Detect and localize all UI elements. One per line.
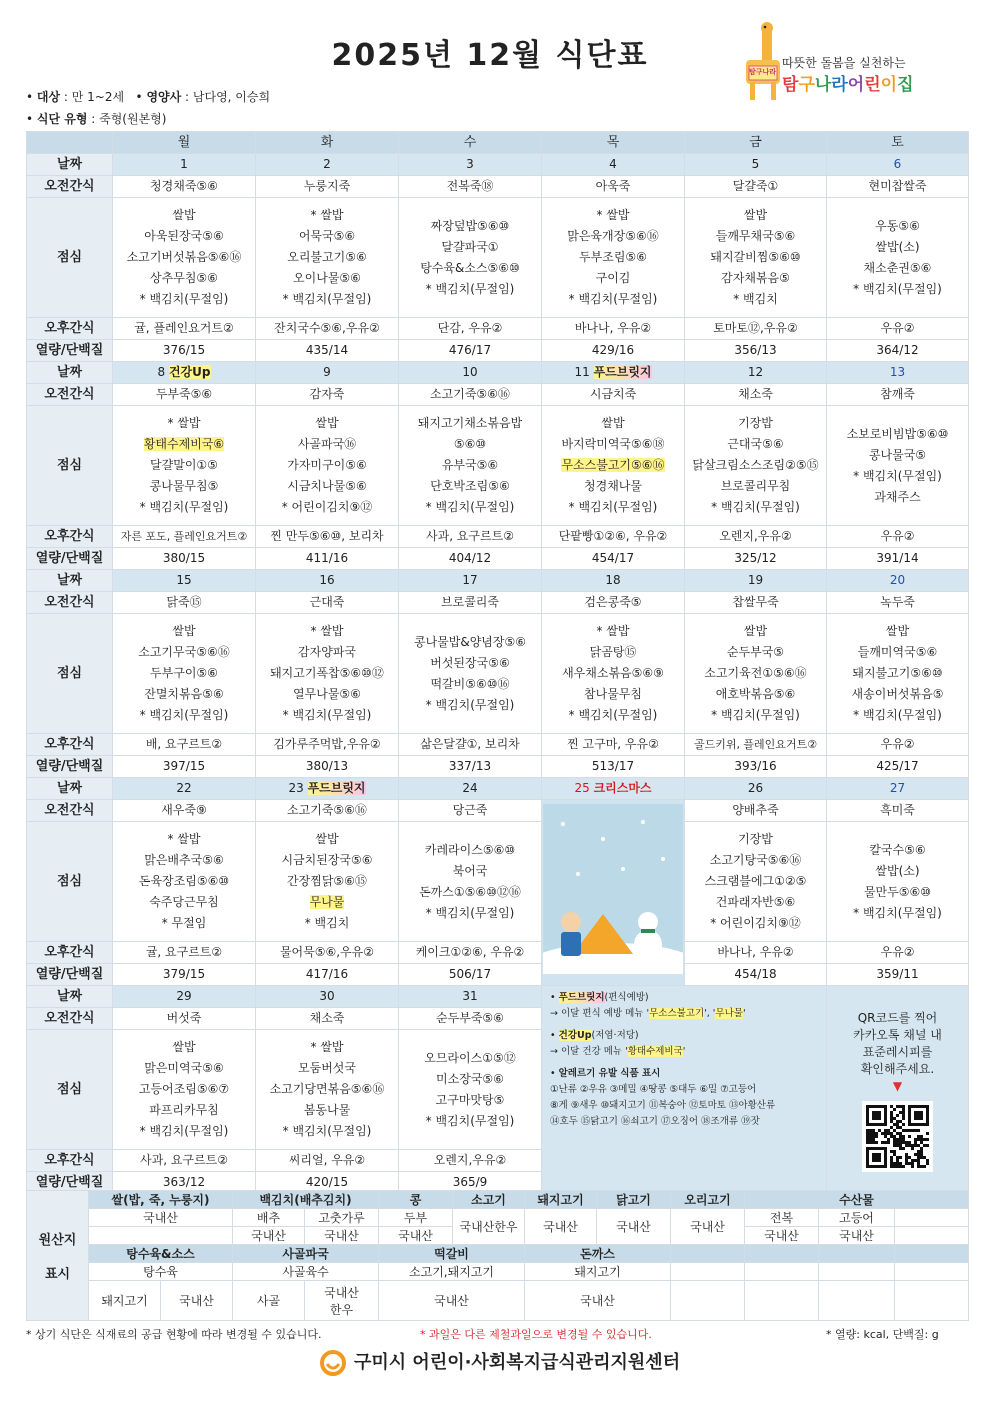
date-mon: 1: [113, 154, 256, 176]
date-mon: 15: [113, 570, 256, 592]
pm-snack-wed: 사과, 요구르트②: [399, 526, 542, 548]
origin-cell: 소고기,돼지고기: [379, 1263, 525, 1281]
nutrition-label: 열량/단백질: [27, 756, 113, 778]
am-snack-mon: 버섯죽: [113, 1008, 256, 1030]
am-snack-mon: 닭죽⑮: [113, 592, 256, 614]
pm-snack-tue: 잔치국수⑤⑥,우유②: [256, 318, 399, 340]
am-snack-wed: 전복죽⑱: [399, 176, 542, 198]
am-snack-wed: 소고기죽⑤⑥⑯: [399, 384, 542, 406]
lunch-tue: * 쌀밥 감자양파국 돼지고기폭찹⑤⑥⑩⑫ 열무나물⑤⑥ * 백김치(무절임): [256, 614, 399, 734]
am-snack-fri: 양배추죽: [685, 800, 827, 822]
am-snack-fri: 달걀죽①: [685, 176, 827, 198]
date-row: [27, 570, 969, 592]
lunch-label: 점심: [27, 198, 113, 318]
date-mon: 29: [113, 986, 256, 1008]
date-sat: 13: [827, 362, 969, 384]
am-snack-sat: 흑미죽: [827, 800, 969, 822]
nutrition-row: [27, 964, 969, 986]
origin-cell: 고등어: [819, 1209, 895, 1227]
date-label: 날짜: [27, 778, 113, 800]
am-snack-fri: 찹쌀무죽: [685, 592, 827, 614]
date-mon: 22: [113, 778, 256, 800]
origin-cell: 국내산: [597, 1209, 671, 1245]
lunch-thu: 쌀밥 바지락미역국⑤⑥⑱ 무소스불고기⑤⑥⑯ 청경채나물 * 백김치(무절임): [542, 406, 685, 526]
am-snack-label: 오전간식: [27, 800, 113, 822]
lunch-sat: 소보로비빔밥⑤⑥⑩ 콩나물국⑤ * 백김치(무절임) 과채주스: [827, 406, 969, 526]
nutrition-tue: 380/13: [256, 756, 399, 778]
date-tue: 9: [256, 362, 399, 384]
origin-table: [26, 1190, 969, 1321]
qr-code[interactable]: [827, 1095, 968, 1177]
meta-line-1: • 대상 : 만 1~2세 • 영양사 : 남다영, 이승희: [26, 90, 271, 104]
pm-snack-label: 오후간식: [27, 1150, 113, 1172]
pm-snack-sat: 우유②: [827, 526, 969, 548]
date-label: 날짜: [27, 154, 113, 176]
date-tue: 2: [256, 154, 399, 176]
origin-cell: 전복: [745, 1209, 819, 1227]
pm-snack-tue: 찐 만두⑤⑥⑩, 보리차: [256, 526, 399, 548]
am-snack-mon: 청경채죽⑤⑥: [113, 176, 256, 198]
daycare-name: 탐구나라어린이집: [782, 75, 914, 95]
pm-snack-row: [27, 318, 969, 340]
origin-head-seafood: 수산물: [745, 1191, 969, 1209]
am-snack-tue: 누룽지죽: [256, 176, 399, 198]
am-snack-mon: 새우죽⑨: [113, 800, 256, 822]
lunch-tue: 쌀밥 시금치된장국⑤⑥ 간장찜닭⑤⑥⑮ 무나물 * 백김치: [256, 822, 399, 942]
center-name: 구미시 어린이·사회복지급식관리지원센터: [320, 1348, 680, 1376]
am-snack-row: [27, 800, 969, 822]
origin-head-bonesoup: 사골파국: [233, 1245, 379, 1263]
nutrition-row: [27, 548, 969, 570]
date-row: [27, 154, 969, 176]
origin-head-duck: 오리고기: [671, 1191, 745, 1209]
am-snack-label: 오전간식: [27, 592, 113, 614]
day-mon: 월: [113, 132, 256, 154]
nutrition-tue: 417/16: [256, 964, 399, 986]
am-snack-tue: 근대죽: [256, 592, 399, 614]
pm-snack-fri: 바나나, 우유②: [685, 942, 827, 964]
pm-snack-mon: 사과, 요구르트②: [113, 1150, 256, 1172]
date-thu: 25 크리스마스: [542, 778, 685, 800]
pm-snack-fri: 오렌지,우유②: [685, 526, 827, 548]
day-thu: 목: [542, 132, 685, 154]
origin-cell: 국내산: [525, 1281, 671, 1321]
date-wed: 24: [399, 778, 542, 800]
am-snack-row: [27, 384, 969, 406]
lunch-wed: 돼지고기채소볶음밥 ⑤⑥⑩ 유부국⑤⑥ 단호박조림⑤⑥ * 백김치(무절임): [399, 406, 542, 526]
lunch-row: [27, 822, 969, 942]
am-snack-row: [27, 592, 969, 614]
lunch-mon: 쌀밥 아욱된장국⑤⑥ 소고기버섯볶음⑤⑥⑯ 상추무침⑤⑥ * 백김치(무절임): [113, 198, 256, 318]
am-snack-label: 오전간식: [27, 384, 113, 406]
lunch-label: 점심: [27, 406, 113, 526]
smile-logo-icon: [320, 1350, 350, 1376]
am-snack-label: 오전간식: [27, 176, 113, 198]
lunch-fri: 기장밥 근대국⑤⑥ 닭살크림소스조림②⑤⑮ 브로콜리무침 * 백김치(무절임): [685, 406, 827, 526]
lunch-row: [27, 406, 969, 526]
nutrition-thu: 513/17: [542, 756, 685, 778]
meta-line-2: • 식단 유형 : 죽형(원본형): [26, 112, 167, 126]
origin-cell: 돼지고기: [89, 1281, 161, 1321]
am-snack-tue: 채소죽: [256, 1008, 399, 1030]
am-snack-fri: 채소죽: [685, 384, 827, 406]
lunch-tue: * 쌀밥 모둠버섯국 소고기당면볶음⑤⑥⑯ 봄동나물 * 백김치(무절임): [256, 1030, 399, 1150]
pm-snack-label: 오후간식: [27, 942, 113, 964]
am-snack-sat: 현미찹쌀죽: [827, 176, 969, 198]
date-fri: 19: [685, 570, 827, 592]
nutrition-sat: 359/11: [827, 964, 969, 986]
date-tue: 23 푸드브릿지: [256, 778, 399, 800]
date-tue: 30: [256, 986, 399, 1008]
slogan: 따뜻한 돌봄을 실천하는: [782, 56, 906, 70]
nutrition-tue: 411/16: [256, 548, 399, 570]
pm-snack-fri: 토마토⑫,우유②: [685, 318, 827, 340]
date-thu: 4: [542, 154, 685, 176]
pm-snack-row: [27, 942, 969, 964]
origin-cell: 국내산: [233, 1227, 305, 1245]
origin-cell: 국내산: [379, 1227, 453, 1245]
pm-snack-mon: 배, 요구르트②: [113, 734, 256, 756]
date-tue: 16: [256, 570, 399, 592]
lunch-mon: 쌀밥 소고기무국⑤⑥⑯ 두부구이⑤⑥ 잔멸치볶음⑤⑥ * 백김치(무절임): [113, 614, 256, 734]
date-sat: 20: [827, 570, 969, 592]
date-wed: 17: [399, 570, 542, 592]
date-row: [27, 778, 969, 800]
origin-cell: 국내산한우: [453, 1209, 525, 1245]
pm-snack-mon: 귤, 요구르트②: [113, 942, 256, 964]
am-snack-sat: 참깨죽: [827, 384, 969, 406]
date-label: 날짜: [27, 362, 113, 384]
date-fri: 12: [685, 362, 827, 384]
am-snack-label: 오전간식: [27, 1008, 113, 1030]
nutrition-mon: 363/12: [113, 1172, 256, 1194]
pm-snack-sat: 우유②: [827, 942, 969, 964]
lunch-thu: * 쌀밥 닭곰탕⑮ 새우채소볶음⑤⑥⑨ 참나물무침 * 백김치(무절임): [542, 614, 685, 734]
origin-cell: 국내산: [671, 1209, 745, 1245]
lunch-tue: 쌀밥 사골파국⑯ 가자미구이⑤⑥ 시금치나물⑤⑥ * 어린이김치⑨⑫: [256, 406, 399, 526]
pm-snack-fri: 골드키위, 플레인요거트②: [685, 734, 827, 756]
am-snack-thu: 아욱죽: [542, 176, 685, 198]
lunch-sat: 우동⑤⑥ 쌀밥(소) 채소춘권⑤⑥ * 백김치(무절임): [827, 198, 969, 318]
lunch-sat: 쌀밥 들깨미역국⑤⑥ 돼지불고기⑤⑥⑩ 새송이버섯볶음⑤ * 백김치(무절임): [827, 614, 969, 734]
lunch-label: 점심: [27, 614, 113, 734]
date-thu: 18: [542, 570, 685, 592]
lunch-mon: 쌀밥 맑은미역국⑤⑥ 고등어조림⑤⑥⑦ 파프리카무침 * 백김치(무절임): [113, 1030, 256, 1150]
date-wed: 3: [399, 154, 542, 176]
snowman-image: [543, 804, 683, 974]
nutrition-fri: 356/13: [685, 340, 827, 362]
lunch-thu: * 쌀밥 맑은육개장⑤⑥⑯ 두부조림⑤⑥ 구이김 * 백김치(무절임): [542, 198, 685, 318]
pm-snack-tue: 김가루주먹밥,우유②: [256, 734, 399, 756]
footnote-units: * 열량: kcal, 단백질: g: [826, 1328, 939, 1341]
day-tue: 화: [256, 132, 399, 154]
am-snack-thu: 시금치죽: [542, 384, 685, 406]
nutrition-mon: 379/15: [113, 964, 256, 986]
nutrition-wed: 404/12: [399, 548, 542, 570]
nutrition-fri: 325/12: [685, 548, 827, 570]
nutrition-label: 열량/단백질: [27, 964, 113, 986]
origin-head-kimchi: 백김치(배추김치): [233, 1191, 379, 1209]
origin-head-pork: 돼지고기: [525, 1191, 597, 1209]
pm-snack-mon: 자른 포도, 플레인요거트②: [113, 526, 256, 548]
nutrition-thu: 454/17: [542, 548, 685, 570]
origin-head-tteokgalbi: 떡갈비: [379, 1245, 525, 1263]
origin-cell: 국내산: [89, 1209, 233, 1227]
nutrition-label: 열량/단백질: [27, 1172, 113, 1194]
date-fri: 26: [685, 778, 827, 800]
am-snack-tue: 감자죽: [256, 384, 399, 406]
diet-type: 죽형(원본형): [99, 112, 167, 126]
nutrition-mon: 397/15: [113, 756, 256, 778]
origin-cell: 국내산: [379, 1281, 525, 1321]
origin-cell: 국내산: [161, 1281, 233, 1321]
target: 만 1~2세: [71, 90, 125, 104]
origin-head-chicken: 닭고기: [597, 1191, 671, 1209]
lunch-fri: 기장밥 소고기탕국⑤⑥⑯ 스크램블에그①②⑤ 건파래자반⑤⑥ * 어린이김치⑨⑫: [685, 822, 827, 942]
lunch-row: [27, 198, 969, 318]
origin-cell: 국내산: [819, 1227, 895, 1245]
date-sat: 27: [827, 778, 969, 800]
origin-cell: 돼지고기: [525, 1263, 671, 1281]
pm-snack-thu: 단팥빵①②⑥, 우유②: [542, 526, 685, 548]
pm-snack-label: 오후간식: [27, 526, 113, 548]
lunch-fri: 쌀밥 순두부국⑤ 소고기육전①⑤⑥⑯ 애호박볶음⑤⑥ * 백김치(무절임): [685, 614, 827, 734]
page-title: 2025년 12월 식단표: [331, 38, 649, 73]
lunch-row: [27, 614, 969, 734]
pm-snack-sat: 우유②: [827, 734, 969, 756]
nutrition-mon: 376/15: [113, 340, 256, 362]
origin-cell: 사골: [233, 1281, 305, 1321]
origin-cell: 고춧가루: [305, 1209, 379, 1227]
dietitian: 남다영, 이승희: [192, 90, 271, 104]
date-row: [27, 362, 969, 384]
nutrition-tue: 435/14: [256, 340, 399, 362]
origin-head-rice: 쌀(밥, 죽, 누룽지): [89, 1191, 233, 1209]
nutrition-wed: 337/13: [399, 756, 542, 778]
pm-snack-wed: 오렌지,우유②: [399, 1150, 542, 1172]
qr-box: QR코드를 찍어 카카오톡 채널 내 표준레시피를 확인해주세요. ▼: [827, 986, 969, 1194]
nutrition-row: [27, 340, 969, 362]
date-row: [27, 986, 969, 1008]
origin-cell: 국내산: [305, 1227, 379, 1245]
nutrition-mon: 380/15: [113, 548, 256, 570]
am-snack-tue: 소고기죽⑤⑥⑯: [256, 800, 399, 822]
origin-head-beef: 소고기: [453, 1191, 525, 1209]
pm-snack-thu: 바나나, 우유②: [542, 318, 685, 340]
am-snack-thu: 검은콩죽⑤: [542, 592, 685, 614]
date-label: 날짜: [27, 570, 113, 592]
am-snack-sat: 녹두죽: [827, 592, 969, 614]
origin-label: 원산지 표시: [27, 1191, 89, 1321]
pm-snack-label: 오후간식: [27, 318, 113, 340]
origin-head-sweetsour: 탕수육&소스: [89, 1245, 233, 1263]
day-wed: 수: [399, 132, 542, 154]
origin-head-bean: 콩: [379, 1191, 453, 1209]
am-snack-wed: 순두부죽⑤⑥: [399, 1008, 542, 1030]
nutrition-sat: 364/12: [827, 340, 969, 362]
pm-snack-wed: 삶은달걀①, 보리차: [399, 734, 542, 756]
nutrition-thu: 429/16: [542, 340, 685, 362]
lunch-wed: 오므라이스①⑤⑫ 미소장국⑤⑥ 고구마맛탕⑤ * 백김치(무절임): [399, 1030, 542, 1150]
nutrition-wed: 476/17: [399, 340, 542, 362]
pm-snack-label: 오후간식: [27, 734, 113, 756]
origin-cell: 배추: [233, 1209, 305, 1227]
footnote-fruit: * 과일은 다른 제철과일으로 변경될 수 있습니다.: [420, 1328, 652, 1341]
am-snack-mon: 두부죽⑤⑥: [113, 384, 256, 406]
pm-snack-sat: 우유②: [827, 318, 969, 340]
day-sat: 토: [827, 132, 969, 154]
arrow-down-icon: ▼: [892, 1079, 903, 1093]
nutrition-label: 열량/단백질: [27, 340, 113, 362]
am-snack-row: [27, 176, 969, 198]
origin-cell: 국내산: [745, 1227, 819, 1245]
nutrition-fri: 393/16: [685, 756, 827, 778]
date-thu: 11 푸드브릿지: [542, 362, 685, 384]
lunch-label: 점심: [27, 1030, 113, 1150]
weekday-header: [27, 132, 969, 154]
nutrition-row: [27, 756, 969, 778]
lunch-sat: 칼국수⑤⑥ 쌀밥(소) 물만두⑤⑥⑩ * 백김치(무절임): [827, 822, 969, 942]
date-label: 날짜: [27, 986, 113, 1008]
lunch-tue: * 쌀밥 어묵국⑤⑥ 오리불고기⑤⑥ 오이나물⑤⑥ * 백김치(무절임): [256, 198, 399, 318]
nutrition-tue: 420/15: [256, 1172, 399, 1194]
origin-cell: 두부: [379, 1209, 453, 1227]
date-fri: 5: [685, 154, 827, 176]
pm-snack-row: [27, 526, 969, 548]
pm-snack-mon: 귤, 플레인요거트②: [113, 318, 256, 340]
nutrition-sat: 425/17: [827, 756, 969, 778]
origin-cell: 탕수육: [89, 1263, 233, 1281]
nutrition-fri: 454/18: [685, 964, 827, 986]
date-sat: 6: [827, 154, 969, 176]
christmas-illustration: [542, 800, 685, 986]
date-wed: 10: [399, 362, 542, 384]
nutrition-label: 열량/단백질: [27, 548, 113, 570]
pm-snack-tue: 씨리얼, 우유②: [256, 1150, 399, 1172]
menu-table: [26, 131, 969, 1194]
lunch-mon: * 쌀밥 맑은배추국⑤⑥ 돈육장조림⑤⑥⑩ 숙주당근무침 * 무절임: [113, 822, 256, 942]
origin-head-cutlet: 돈까스: [525, 1245, 671, 1263]
origin-cell: 사골육수: [233, 1263, 379, 1281]
lunch-label: 점심: [27, 822, 113, 942]
logo-badge: 탐구나라: [749, 68, 777, 76]
footnote-supply: * 상기 식단은 식재료의 공급 현황에 따라 변경될 수 있습니다.: [26, 1328, 322, 1341]
date-wed: 31: [399, 986, 542, 1008]
lunch-fri: 쌀밥 들깨무채국⑤⑥ 돼지갈비찜⑤⑥⑩ 감자채볶음⑤ * 백김치: [685, 198, 827, 318]
pm-snack-tue: 물어묵⑤⑥,우유②: [256, 942, 399, 964]
origin-cell: 국내산 한우: [305, 1281, 379, 1321]
am-snack-wed: 브로콜리죽: [399, 592, 542, 614]
date-mon: 8 건강Up: [113, 362, 256, 384]
am-snack-wed: 당근죽: [399, 800, 542, 822]
lunch-wed: 짜장덮밥⑤⑥⑩ 달걀파국① 탕수육&소스⑤⑥⑩ * 백김치(무절임): [399, 198, 542, 318]
pm-snack-wed: 케이크①②⑥, 우유②: [399, 942, 542, 964]
pm-snack-wed: 단감, 우유②: [399, 318, 542, 340]
pm-snack-row: [27, 734, 969, 756]
day-fri: 금: [685, 132, 827, 154]
lunch-mon: * 쌀밥 황태수제비국⑥ 달걀말이①⑤ 콩나물무침⑤ * 백김치(무절임): [113, 406, 256, 526]
notes-box: • 푸드브릿지(편식예방) → 이달 편식 예방 메뉴 '무소스불고기', '무나물' • 건강Up(저염·저당) → 이달 건강 메뉴 '황태수제비국' • 알레르기 유발 식품 표시 ①난류 ②우유 ③메밀 ④땅콩 ⑤대두 ⑥밀 ⑦고등어 ⑧게 ⑨새우 ⑩돼지고기 ⑪복숭아 ⑫토마토 ⑬아황산류 ⑭호두 ⑮닭고기 ⑯쇠고기 ⑰오징어 ⑱조개류 ⑲잣: [542, 986, 827, 1194]
pm-snack-thu: 찐 고구마, 우유②: [542, 734, 685, 756]
nutrition-sat: 391/14: [827, 548, 969, 570]
lunch-wed: 콩나물밥&양념장⑤⑥ 버섯된장국⑤⑥ 떡갈비⑤⑥⑩⑯ * 백김치(무절임): [399, 614, 542, 734]
origin-cell: 국내산: [525, 1209, 597, 1245]
nutrition-wed: 365/9: [399, 1172, 542, 1194]
lunch-wed: 카레라이스⑤⑥⑩ 북어국 돈까스①⑤⑥⑩⑫⑯ * 백김치(무절임): [399, 822, 542, 942]
nutrition-wed: 506/17: [399, 964, 542, 986]
